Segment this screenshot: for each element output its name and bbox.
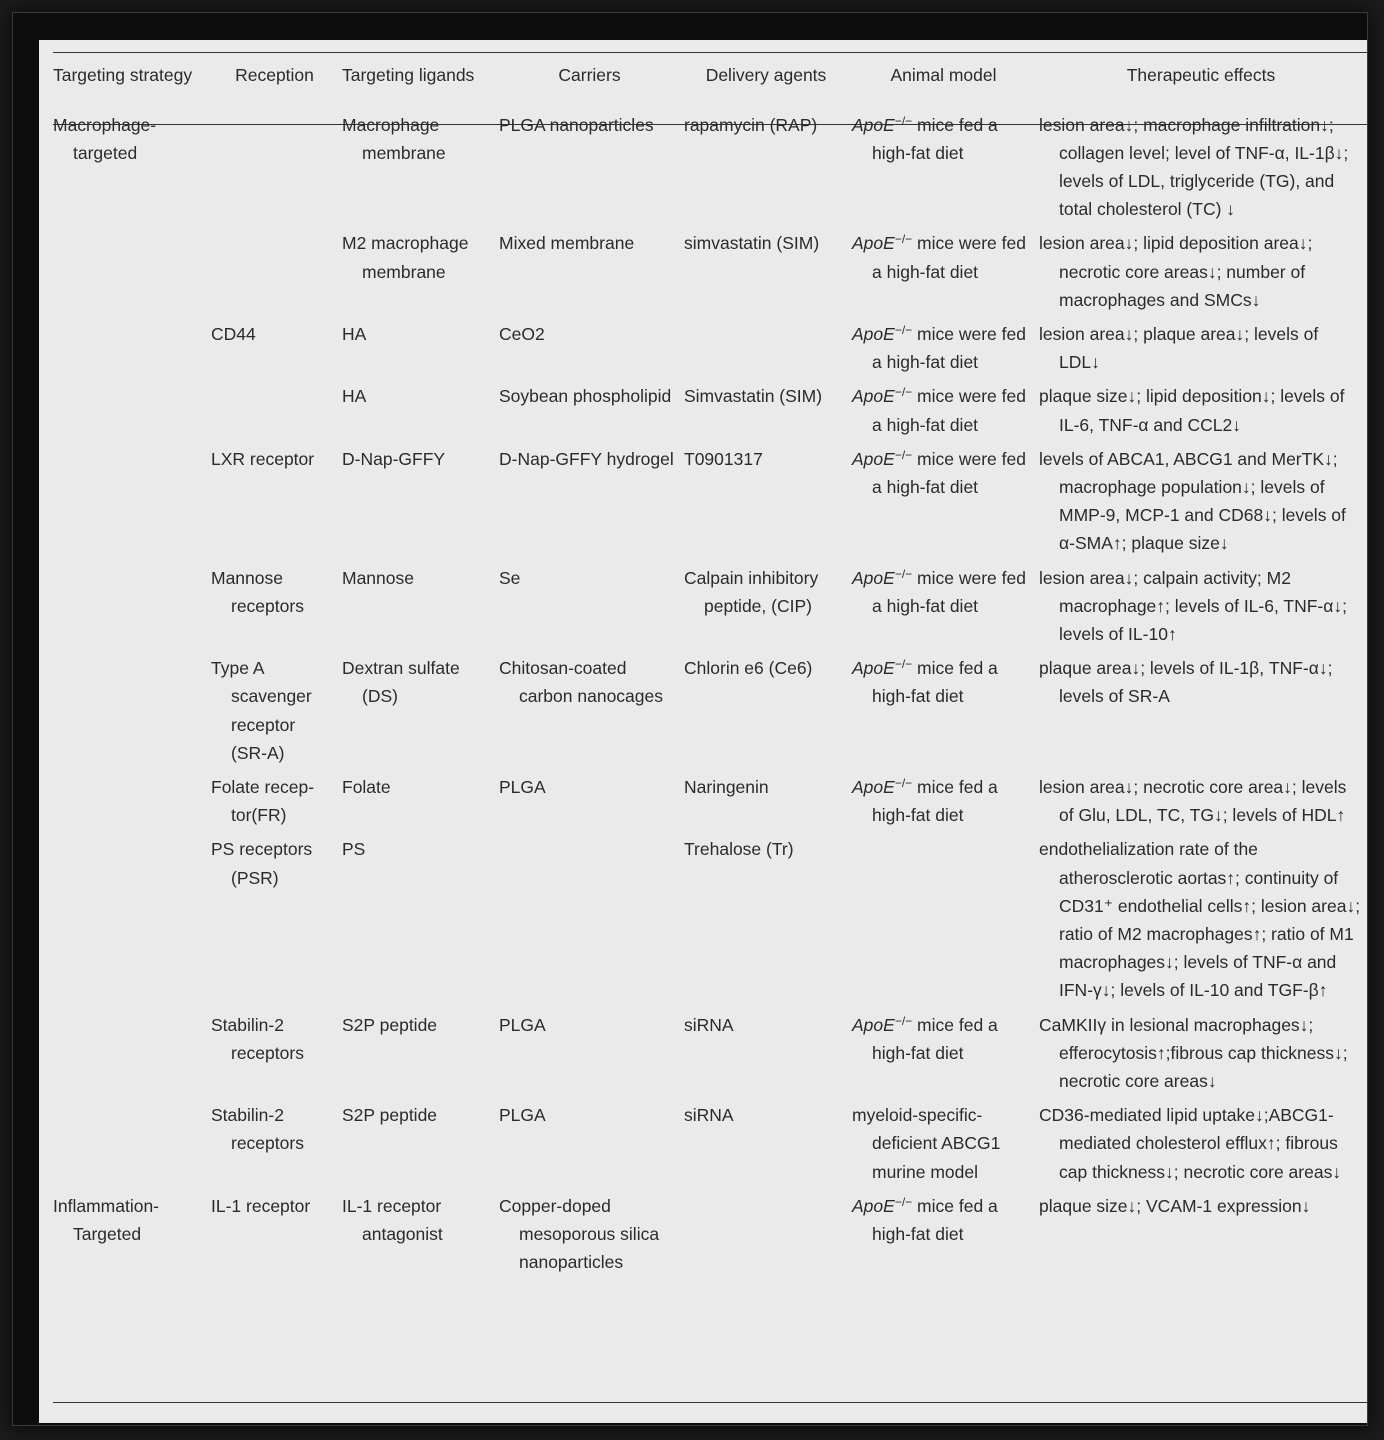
effects-text: lesion area↓; calpain activity; M2 macrophage↑; levels of IL-6, TNF-α↓; levels of IL-10↑ <box>1039 567 1347 644</box>
cell-reception <box>211 1008 342 1099</box>
cell-agents <box>684 832 852 1007</box>
cell-ligands <box>342 1008 499 1099</box>
agents-text: siRNA <box>684 1014 734 1035</box>
effects-text: lesion area↓; macrophage infiltration↓; collagen level; level of TNF-α, IL-1β↓; levels of LDL, triglyceride (TG), and total cholesterol (TC) ↓ <box>1039 114 1349 220</box>
table-row <box>53 1098 1367 1189</box>
header-row <box>53 54 1367 97</box>
apoe-superscript: −/− <box>894 232 913 247</box>
ligands-text: S2P peptide <box>342 1014 438 1035</box>
carriers-text: PLGA <box>499 776 546 797</box>
ligands-text: PS <box>342 839 366 860</box>
model-description: mice fed a high-fat diet <box>872 1014 998 1063</box>
model-text <box>852 1011 1033 1067</box>
agents-text: simvastatin (SIM) <box>684 233 820 254</box>
model-text <box>852 1192 1033 1248</box>
cell-ligands <box>342 226 499 317</box>
cell-strategy <box>53 770 211 832</box>
cell-ligands <box>342 379 499 441</box>
effects-text: levels of ABCA1, ABCG1 and MerTK↓; macrophage population↓; levels of MMP-9, MCP-1 and CD68↓; levels of α-SMA↑; plaque size↓ <box>1039 448 1346 554</box>
cell-model <box>852 226 1039 317</box>
cell-ligands <box>342 832 499 1007</box>
model-description: mice fed a high-fat diet <box>872 114 998 163</box>
apoe-superscript: −/− <box>894 322 913 337</box>
cell-ligands <box>342 651 499 770</box>
model-text <box>852 654 1033 710</box>
apoe-label: ApoE <box>852 567 895 588</box>
carriers-text: Se <box>499 567 521 588</box>
header-ligands: Targeting ligands <box>342 65 475 85</box>
table-row <box>53 379 1367 441</box>
apoe-label: ApoE <box>852 776 895 797</box>
cell-reception <box>211 832 342 1007</box>
model-description: mice fed a high-fat diet <box>872 658 998 707</box>
table-row <box>53 317 1367 379</box>
cell-effects <box>1039 832 1367 1007</box>
reception-text: CD44 <box>211 323 256 344</box>
model-description: mice fed a high-fat diet <box>872 1195 998 1245</box>
apoe-superscript: −/− <box>894 113 913 128</box>
cell-strategy <box>53 1098 211 1189</box>
cell-reception <box>211 651 342 770</box>
strategy-text: Inflammation-Targeted <box>53 1195 160 1245</box>
effects-text: lesion area↓; plaque area↓; levels of LDL↓ <box>1039 323 1319 373</box>
cell-reception <box>211 317 342 379</box>
reception-text: Mannose receptors <box>211 567 304 616</box>
cell-agents <box>684 1098 852 1189</box>
cell-agents <box>684 317 852 379</box>
cell-strategy <box>53 317 211 379</box>
cell-strategy <box>53 442 211 561</box>
cell-carriers <box>499 97 684 227</box>
effects-text: lesion area↓; necrotic core area↓; levels of Glu, LDL, TC, TG↓; levels of HDL↑ <box>1039 776 1347 826</box>
table-sheet <box>39 40 1367 1423</box>
apoe-label: ApoE <box>852 233 895 254</box>
cell-model <box>852 1098 1039 1189</box>
cell-agents <box>684 1189 852 1280</box>
apoe-label: ApoE <box>852 1014 895 1035</box>
carriers-text: Chitosan-coated carbon nanocages <box>499 658 663 707</box>
cell-effects <box>1039 1098 1367 1189</box>
reception-text: IL-1 receptor <box>211 1195 311 1216</box>
cell-reception <box>211 770 342 832</box>
ligands-text: Macrophage membrane <box>342 114 446 163</box>
ligands-text: HA <box>342 323 367 344</box>
cell-agents <box>684 561 852 652</box>
model-text <box>852 773 1033 829</box>
table-row <box>53 1189 1367 1280</box>
table-body <box>53 97 1367 1280</box>
cell-agents <box>684 770 852 832</box>
apoe-label: ApoE <box>852 1195 895 1216</box>
cell-effects <box>1039 226 1367 317</box>
cell-strategy <box>53 561 211 652</box>
cell-carriers <box>499 226 684 317</box>
table-row <box>53 651 1367 770</box>
cell-strategy <box>53 226 211 317</box>
cell-strategy <box>53 832 211 1007</box>
cell-model <box>852 97 1039 227</box>
reception-text: LXR receptor <box>211 448 315 469</box>
ligands-text: Dextran sulfate (DS) <box>342 658 460 707</box>
cell-ligands <box>342 1189 499 1280</box>
cell-effects <box>1039 97 1367 227</box>
top-rule <box>53 52 1367 53</box>
model-description: mice were fed a high-fat diet <box>872 233 1026 282</box>
cell-reception <box>211 226 342 317</box>
cell-effects <box>1039 379 1367 441</box>
cell-strategy <box>53 651 211 770</box>
cell-model <box>852 317 1039 379</box>
header-model: Animal model <box>890 65 997 85</box>
agents-text: Simvastatin (SIM) <box>684 386 823 407</box>
cell-agents <box>684 97 852 227</box>
cell-agents <box>684 379 852 441</box>
reception-text: Stabilin-2 receptors <box>211 1105 304 1154</box>
cell-ligands <box>342 1098 499 1189</box>
apoe-label: ApoE <box>852 114 895 135</box>
model-text <box>852 382 1033 438</box>
cell-reception <box>211 561 342 652</box>
targeting-table <box>53 54 1367 1279</box>
cell-effects <box>1039 561 1367 652</box>
cell-carriers <box>499 379 684 441</box>
cell-model <box>852 1189 1039 1280</box>
cell-carriers <box>499 832 684 1007</box>
cell-ligands <box>342 770 499 832</box>
cell-agents <box>684 226 852 317</box>
agents-text: Trehalose (Tr) <box>684 839 794 860</box>
header-effects: Therapeutic effects <box>1126 65 1276 85</box>
cell-carriers <box>499 442 684 561</box>
cell-effects <box>1039 317 1367 379</box>
table-row <box>53 770 1367 832</box>
model-text <box>852 564 1033 620</box>
cell-effects <box>1039 442 1367 561</box>
apoe-label: ApoE <box>852 323 895 344</box>
cell-carriers <box>499 1189 684 1280</box>
model-description: mice were fed a high-fat diet <box>872 323 1026 373</box>
effects-text: endothelialization rate of the atherosclerotic aortas↑; continuity of CD31⁺ endothelial cells↑; lesion area↓; ratio of M2 macrophages↑; ratio of M1 macrophages↓; levels of TNF-α and IFN-γ↓; levels of IL-10 and TGF-β↑ <box>1039 839 1361 1001</box>
cell-carriers <box>499 1098 684 1189</box>
carriers-text: PLGA <box>499 1105 546 1126</box>
carriers-text: D-Nap-GFFY hydrogel <box>499 448 674 469</box>
agents-text: T0901317 <box>684 448 763 469</box>
carriers-text: CeO2 <box>499 323 545 344</box>
model-text <box>852 445 1033 501</box>
reception-text: Folate recep-tor(FR) <box>211 776 315 826</box>
table-row <box>53 1008 1367 1099</box>
effects-text: plaque area↓; levels of IL-1β, TNF-α↓; levels of SR-A <box>1039 658 1333 707</box>
effects-text: plaque size↓; VCAM-1 expression↓ <box>1039 1195 1311 1216</box>
cell-carriers <box>499 770 684 832</box>
header-agents: Delivery agents <box>705 65 827 85</box>
model-text <box>852 320 1033 376</box>
apoe-superscript: −/− <box>894 385 913 400</box>
header-carriers: Carriers <box>558 65 621 85</box>
cell-ligands <box>342 442 499 561</box>
carriers-text: PLGA nanoparticles <box>499 114 654 135</box>
header-strategy: Targeting strategy <box>53 65 193 85</box>
header-reception: Reception <box>235 65 314 85</box>
bottom-rule <box>53 1402 1367 1403</box>
strategy-text: Macrophage-targeted <box>53 114 157 163</box>
apoe-superscript: −/− <box>894 566 913 581</box>
cell-reception <box>211 442 342 561</box>
model-description: mice were fed a high-fat diet <box>872 386 1026 435</box>
cell-carriers <box>499 561 684 652</box>
cell-effects <box>1039 770 1367 832</box>
apoe-label: ApoE <box>852 386 895 407</box>
cell-carriers <box>499 651 684 770</box>
cell-effects <box>1039 1189 1367 1280</box>
agents-text: Naringenin <box>684 776 769 797</box>
apoe-label: ApoE <box>852 658 895 679</box>
cell-agents <box>684 1008 852 1099</box>
cell-reception <box>211 379 342 441</box>
agents-text: rapamycin (RAP) <box>684 114 818 135</box>
cell-ligands <box>342 317 499 379</box>
reception-text: Stabilin-2 receptors <box>211 1014 304 1063</box>
cell-model <box>852 651 1039 770</box>
effects-text: plaque size↓; lipid deposition↓; levels of IL-6, TNF-α and CCL2↓ <box>1039 386 1345 435</box>
agents-text: Chlorin e6 (Ce6) <box>684 658 813 679</box>
cell-strategy <box>53 97 211 227</box>
model-text <box>852 229 1033 285</box>
cell-model <box>852 832 1039 1007</box>
model-description: mice fed a high-fat diet <box>872 776 998 826</box>
apoe-superscript: −/− <box>894 1013 913 1028</box>
ligands-text: M2 macrophage membrane <box>342 233 469 282</box>
model-description: mice were fed a high-fat diet <box>872 567 1026 616</box>
effects-text: CD36-mediated lipid uptake↓;ABCG1-mediated cholesterol efflux↑; fibrous cap thickness↓; necrotic core areas↓ <box>1039 1105 1342 1182</box>
effects-text: CaMKIIγ in lesional macrophages↓; efferocytosis↑;fibrous cap thickness↓; necrotic core areas↓ <box>1039 1014 1348 1091</box>
ligands-text: HA <box>342 386 367 407</box>
ligands-text: Folate <box>342 776 391 797</box>
agents-text: siRNA <box>684 1105 734 1126</box>
cell-model <box>852 561 1039 652</box>
cell-reception <box>211 1098 342 1189</box>
cell-ligands <box>342 561 499 652</box>
model-description: mice were fed a high-fat diet <box>872 448 1026 497</box>
cell-strategy <box>53 379 211 441</box>
apoe-superscript: −/− <box>894 1194 913 1209</box>
cell-carriers <box>499 317 684 379</box>
carriers-text: PLGA <box>499 1014 546 1035</box>
carriers-text: Copper-doped mesoporous silica nanoparticles <box>499 1195 660 1273</box>
cell-model <box>852 1008 1039 1099</box>
agents-text: Calpain inhibitory peptide, (CIP) <box>684 567 819 616</box>
cell-carriers <box>499 1008 684 1099</box>
table-row <box>53 442 1367 561</box>
cell-model <box>852 379 1039 441</box>
table-row <box>53 561 1367 652</box>
apoe-superscript: −/− <box>894 775 913 790</box>
cell-agents <box>684 442 852 561</box>
table-row <box>53 226 1367 317</box>
reception-text: PS receptors (PSR) <box>211 839 313 888</box>
cell-effects <box>1039 1008 1367 1099</box>
apoe-superscript: −/− <box>894 447 913 462</box>
carriers-text: Mixed membrane <box>499 233 635 254</box>
ligands-text: S2P peptide <box>342 1105 438 1126</box>
ligands-text: IL-1 receptor antagonist <box>342 1195 443 1245</box>
ligands-text: D-Nap-GFFY <box>342 448 446 469</box>
model-text <box>852 111 1033 167</box>
cell-strategy <box>53 1008 211 1099</box>
cell-ligands <box>342 97 499 227</box>
effects-text: lesion area↓; lipid deposition area↓; necrotic core areas↓; number of macrophages and SMCs↓ <box>1039 233 1313 310</box>
apoe-superscript: −/− <box>894 657 913 672</box>
model-text: myeloid-specific-deficient ABCG1 murine model <box>852 1105 1001 1182</box>
reception-text: Type A scavenger receptor (SR-A) <box>211 658 312 763</box>
apoe-label: ApoE <box>852 448 895 469</box>
ligands-text: Mannose <box>342 567 414 588</box>
cell-model <box>852 770 1039 832</box>
cell-effects <box>1039 651 1367 770</box>
table-row <box>53 832 1367 1007</box>
cell-agents <box>684 651 852 770</box>
cell-strategy <box>53 1189 211 1280</box>
cell-reception <box>211 1189 342 1280</box>
cell-model <box>852 442 1039 561</box>
cell-reception <box>211 97 342 227</box>
image-frame <box>12 12 1368 1426</box>
carriers-text: Soybean phospholipid <box>499 386 672 407</box>
table-row <box>53 97 1367 227</box>
